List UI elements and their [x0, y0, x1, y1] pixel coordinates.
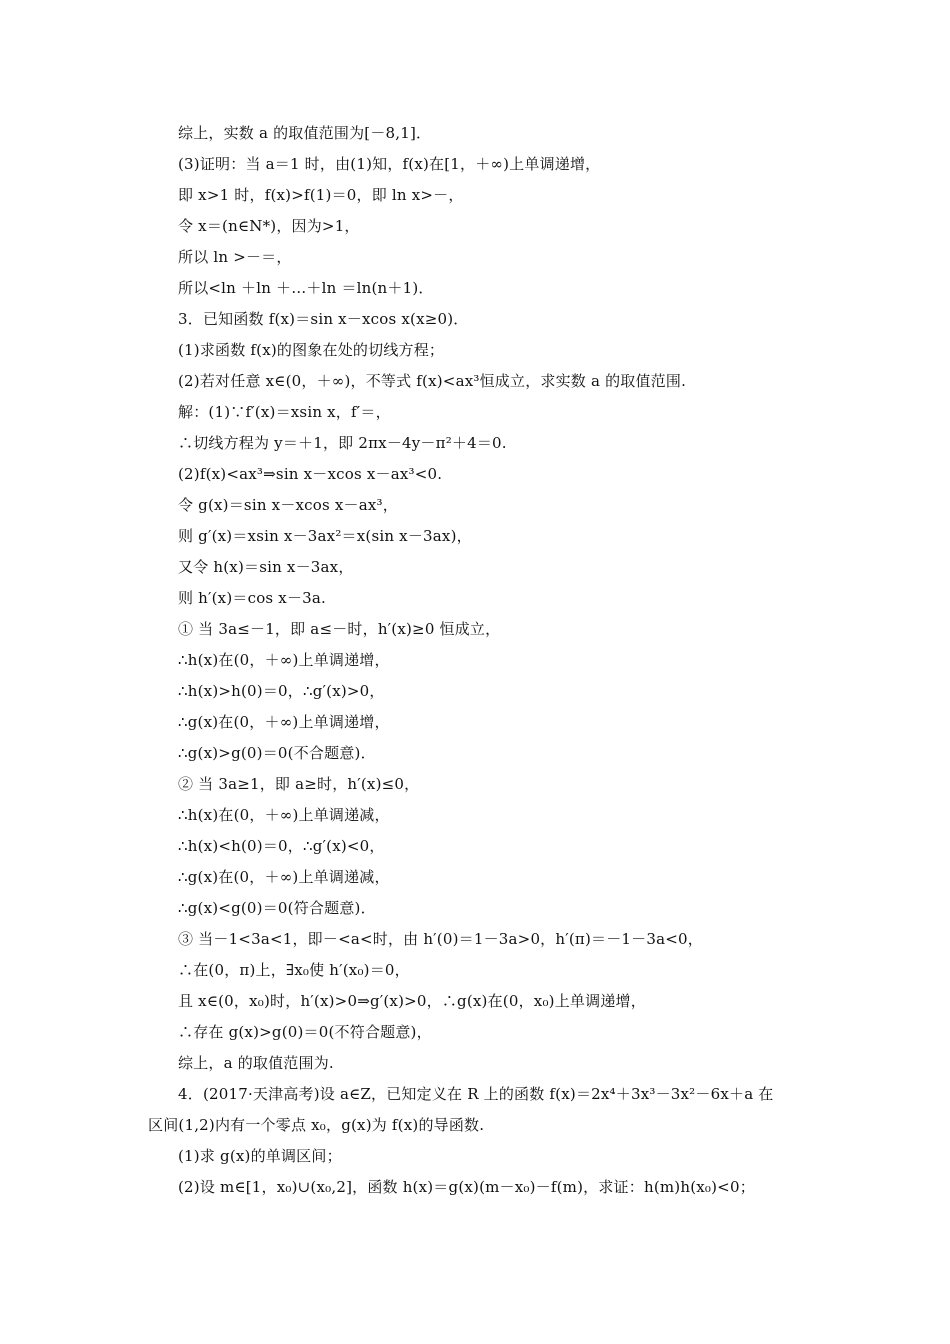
text-line: ∴切线方程为 y＝＋1，即 2πx－4y－π²＋4＝0.: [178, 434, 507, 452]
text-line: ∴存在 g(x)>g(0)＝0(不符合题意)，: [178, 1023, 432, 1041]
text-line: (2)若对任意 x∈(0，＋∞)，不等式 f(x)<ax³恒成立，求实数 a 的取值范围.: [178, 372, 687, 390]
text-line: (1)求函数 f(x)的图象在处的切线方程；: [178, 341, 445, 359]
text-line: ∴h(x)在(0，＋∞)上单调递减，: [178, 806, 390, 824]
text-line: 3．已知函数 f(x)＝sin x－xcos x(x≥0)．: [178, 310, 469, 328]
text-line: 令 x＝(n∈N*)，因为>1，: [178, 217, 360, 235]
text-line: 4．(2017·天津高考)设 a∈Z，已知定义在 R 上的函数 f(x)＝2x⁴＋3x³－3x²－6x＋a 在: [178, 1085, 774, 1103]
text-line: ∴g(x)在(0，＋∞)上单调递增，: [178, 713, 390, 731]
text-line: ② 当 3a≥1，即 a≥时，h′(x)≤0，: [178, 775, 420, 793]
text-line: ∴g(x)<g(0)＝0(符合题意)．: [178, 899, 376, 917]
text-line: 即 x>1 时，f(x)>f(1)＝0，即 ln x>－，: [178, 186, 464, 204]
text-line: ① 当 3a≤－1，即 a≤－时，h′(x)≥0 恒成立，: [178, 620, 501, 638]
text-line: ③ 当－1<3a<1，即－<a<时，由 h′(0)＝1－3a>0，h′(π)＝－1－3a<0，: [178, 930, 703, 948]
text-line: (2)设 m∈[1，x₀)∪(x₀,2]，函数 h(x)＝g(x)(m－x₀)－f(m)，求证：h(m)h(x₀)<0；: [178, 1178, 755, 1196]
text-line: (3)证明：当 a＝1 时，由(1)知，f(x)在[1，＋∞)上单调递增，: [178, 155, 601, 173]
text-line: 又令 h(x)＝sin x－3ax，: [178, 558, 354, 576]
text-line: (2)f(x)<ax³⇒sin x－xcos x－ax³<0.: [178, 465, 443, 483]
text-line: 则 g′(x)＝xsin x－3ax²＝x(sin x－3ax)，: [178, 527, 472, 545]
text-line: (1)求 g(x)的单调区间；: [178, 1147, 342, 1165]
text-line: 综上，实数 a 的取值范围为[－8,1]．: [178, 124, 432, 142]
text-line: ∴g(x)>g(0)＝0(不合题意)．: [178, 744, 376, 762]
text-line: 所以 ln >－＝，: [178, 248, 292, 266]
text-line: ∴在(0，π)上，∃x₀使 h′(x₀)＝0，: [178, 961, 410, 979]
text-line: ∴h(x)>h(0)＝0，∴g′(x)>0，: [178, 682, 385, 700]
text-line: 令 g(x)＝sin x－xcos x－ax³，: [178, 496, 398, 514]
text-line: 则 h′(x)＝cos x－3a.: [178, 589, 327, 607]
document-body: [148, 118, 808, 1203]
text-line: 综上，a 的取值范围为.: [178, 1054, 334, 1072]
text-line: ∴g(x)在(0，＋∞)上单调递减，: [178, 868, 390, 886]
text-line: 且 x∈(0，x₀)时，h′(x)>0⇒g′(x)>0，∴g(x)在(0，x₀)上单调递增，: [178, 992, 646, 1010]
text-line: 解：(1)∵f′(x)＝xsin x，f′＝，: [178, 403, 391, 421]
text-line: ∴h(x)<h(0)＝0，∴g′(x)<0，: [178, 837, 385, 855]
text-line: 区间(1,2)内有一个零点 x₀，g(x)为 f(x)的导函数.: [148, 1116, 485, 1134]
text-line: 所以<ln ＋ln ＋…＋ln ＝ln(n＋1)．: [178, 279, 434, 297]
text-line: ∴h(x)在(0，＋∞)上单调递增，: [178, 651, 390, 669]
